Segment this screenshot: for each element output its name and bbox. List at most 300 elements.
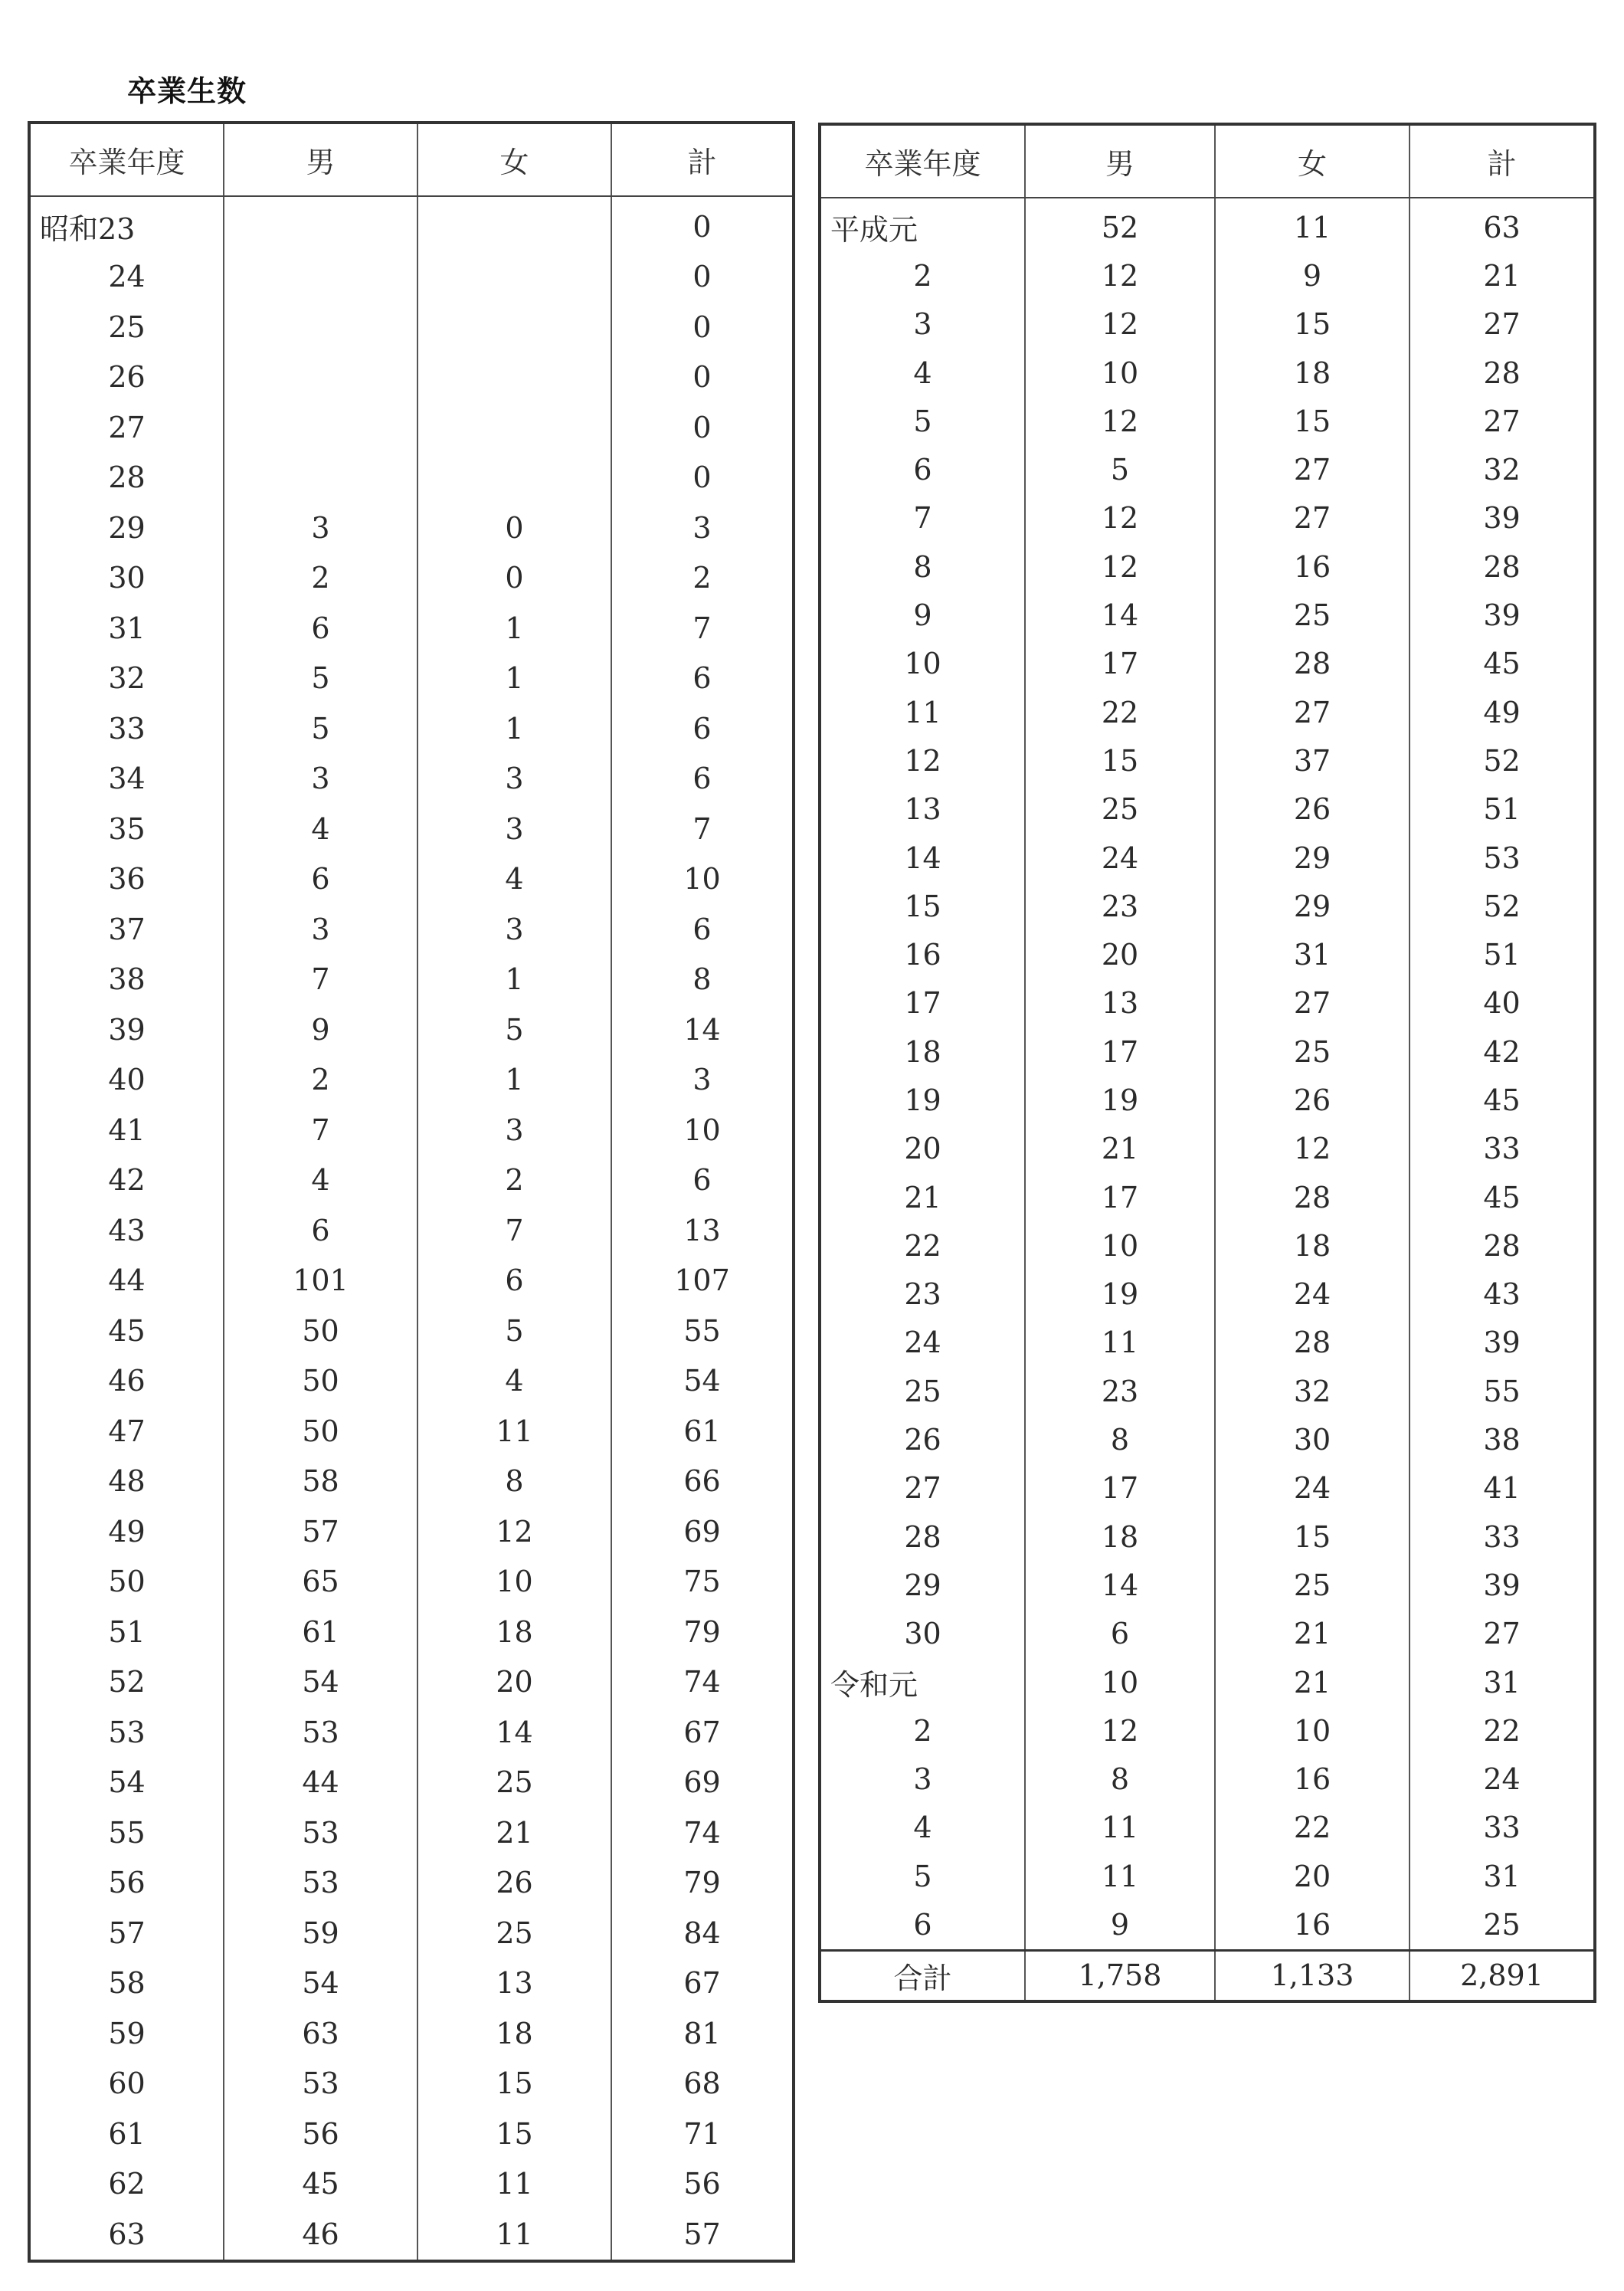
table-row bbox=[29, 754, 794, 805]
cell-year: 29 bbox=[820, 1561, 1025, 1609]
header-male: 男 bbox=[224, 123, 417, 196]
cell-total: 0 bbox=[611, 252, 794, 303]
table-row bbox=[29, 804, 794, 854]
cell-female: 13 bbox=[417, 1958, 611, 2009]
table-row bbox=[29, 1356, 794, 1407]
cell-total: 10 bbox=[611, 1105, 794, 1155]
cell-male: 10 bbox=[1025, 349, 1215, 397]
cell-male: 12 bbox=[1025, 251, 1215, 300]
cell-total: 55 bbox=[611, 1306, 794, 1356]
total-male: 1,758 bbox=[1025, 1950, 1215, 2001]
cell-male: 5 bbox=[1025, 445, 1215, 493]
table-row bbox=[29, 2159, 794, 2210]
cell-total: 6 bbox=[611, 754, 794, 805]
cell-male: 54 bbox=[224, 1657, 417, 1708]
cell-year: 42 bbox=[29, 1155, 224, 1206]
cell-male: 50 bbox=[224, 1356, 417, 1407]
cell-year: 6 bbox=[820, 1900, 1025, 1950]
cell-female: 26 bbox=[417, 1858, 611, 1909]
cell-total: 79 bbox=[611, 1607, 794, 1657]
table-row bbox=[29, 703, 794, 754]
cell-male: 53 bbox=[224, 2059, 417, 2109]
cell-female: 5 bbox=[417, 1306, 611, 1356]
table-header-row bbox=[29, 123, 794, 196]
cell-male: 54 bbox=[224, 1958, 417, 2009]
cell-female bbox=[417, 302, 611, 352]
cell-male: 6 bbox=[224, 1205, 417, 1256]
cell-female: 28 bbox=[1215, 1173, 1410, 1221]
cell-male: 53 bbox=[224, 1707, 417, 1758]
cell-male: 59 bbox=[224, 1908, 417, 1958]
page-title: 卒業生数 bbox=[127, 74, 247, 108]
table-row bbox=[820, 1610, 1595, 1658]
cell-female: 14 bbox=[417, 1707, 611, 1758]
cell-male: 17 bbox=[1025, 1028, 1215, 1076]
cell-year: 58 bbox=[29, 1958, 224, 2009]
cell-female: 6 bbox=[417, 1256, 611, 1306]
cell-male: 8 bbox=[1025, 1755, 1215, 1804]
cell-year: 30 bbox=[820, 1610, 1025, 1658]
cell-year: 24 bbox=[820, 1319, 1025, 1367]
cell-male: 45 bbox=[224, 2159, 417, 2210]
cell-male: 56 bbox=[224, 2109, 417, 2159]
table-row bbox=[820, 1221, 1595, 1270]
cell-female: 4 bbox=[417, 854, 611, 905]
cell-female: 10 bbox=[1215, 1706, 1410, 1755]
cell-male: 18 bbox=[1025, 1513, 1215, 1561]
table-row bbox=[820, 688, 1595, 736]
cell-male: 50 bbox=[224, 1306, 417, 1356]
table-row bbox=[820, 1464, 1595, 1513]
cell-year: 27 bbox=[29, 402, 224, 453]
cell-total: 38 bbox=[1410, 1415, 1595, 1463]
cell-female: 9 bbox=[1215, 251, 1410, 300]
cell-year: 19 bbox=[820, 1076, 1025, 1124]
cell-year: 5 bbox=[820, 397, 1025, 445]
cell-male: 53 bbox=[224, 1858, 417, 1909]
cell-male bbox=[224, 302, 417, 352]
cell-total: 33 bbox=[1410, 1804, 1595, 1852]
cell-year: 41 bbox=[29, 1105, 224, 1155]
cell-male: 14 bbox=[1025, 1561, 1215, 1609]
cell-total: 39 bbox=[1410, 494, 1595, 542]
cell-total: 51 bbox=[1410, 785, 1595, 834]
cell-year: 38 bbox=[29, 955, 224, 1005]
table-row bbox=[29, 453, 794, 503]
cell-total: 39 bbox=[1410, 591, 1595, 639]
cell-male: 23 bbox=[1025, 1367, 1215, 1415]
cell-year: 16 bbox=[820, 930, 1025, 978]
graduates-table-left bbox=[28, 121, 795, 2263]
cell-total: 25 bbox=[1410, 1900, 1595, 1950]
cell-male: 23 bbox=[1025, 882, 1215, 930]
header-total: 計 bbox=[1410, 124, 1595, 198]
cell-female: 27 bbox=[1215, 445, 1410, 493]
cell-year: 昭和23 bbox=[29, 196, 224, 252]
cell-female: 11 bbox=[1215, 198, 1410, 251]
cell-male: 25 bbox=[1025, 785, 1215, 834]
cell-total: 27 bbox=[1410, 1610, 1595, 1658]
cell-total: 10 bbox=[611, 854, 794, 905]
cell-year: 29 bbox=[29, 503, 224, 553]
graduates-table-right bbox=[818, 123, 1596, 2003]
cell-male: 50 bbox=[224, 1406, 417, 1457]
table-row bbox=[820, 198, 1595, 251]
cell-female: 8 bbox=[417, 1457, 611, 1507]
cell-total: 63 bbox=[1410, 198, 1595, 251]
cell-female: 15 bbox=[1215, 397, 1410, 445]
cell-total: 54 bbox=[611, 1356, 794, 1407]
cell-year: 4 bbox=[820, 349, 1025, 397]
cell-male: 3 bbox=[224, 754, 417, 805]
cell-total: 42 bbox=[1410, 1028, 1595, 1076]
cell-total: 27 bbox=[1410, 397, 1595, 445]
header-female: 女 bbox=[417, 123, 611, 196]
cell-female: 20 bbox=[1215, 1852, 1410, 1900]
cell-year: 33 bbox=[29, 703, 224, 754]
cell-male: 61 bbox=[224, 1607, 417, 1657]
cell-male: 12 bbox=[1025, 542, 1215, 591]
table-row bbox=[820, 349, 1595, 397]
cell-male: 2 bbox=[224, 553, 417, 604]
cell-year: 25 bbox=[29, 302, 224, 352]
cell-total: 28 bbox=[1410, 1221, 1595, 1270]
cell-total: 81 bbox=[611, 2008, 794, 2059]
cell-female: 25 bbox=[1215, 1561, 1410, 1609]
table-row bbox=[29, 553, 794, 604]
table-row bbox=[29, 1205, 794, 1256]
cell-year: 13 bbox=[820, 785, 1025, 834]
cell-female: 12 bbox=[1215, 1125, 1410, 1173]
cell-female: 18 bbox=[417, 2008, 611, 2059]
cell-female: 18 bbox=[1215, 1221, 1410, 1270]
cell-male: 17 bbox=[1025, 640, 1215, 688]
total-label: 合計 bbox=[820, 1950, 1025, 2001]
cell-male bbox=[224, 252, 417, 303]
table-row bbox=[820, 1415, 1595, 1463]
cell-total: 6 bbox=[611, 1155, 794, 1206]
cell-year: 23 bbox=[820, 1270, 1025, 1319]
table-row bbox=[29, 1707, 794, 1758]
cell-total: 3 bbox=[611, 503, 794, 553]
table-row bbox=[820, 1900, 1595, 1950]
cell-total: 43 bbox=[1410, 1270, 1595, 1319]
cell-total: 7 bbox=[611, 603, 794, 654]
cell-male: 10 bbox=[1025, 1658, 1215, 1706]
cell-year: 61 bbox=[29, 2109, 224, 2159]
cell-female: 25 bbox=[417, 1908, 611, 1958]
cell-female: 15 bbox=[417, 2109, 611, 2159]
cell-male: 11 bbox=[1025, 1852, 1215, 1900]
cell-total: 53 bbox=[1410, 834, 1595, 882]
table-row bbox=[29, 603, 794, 654]
cell-total: 49 bbox=[1410, 688, 1595, 736]
cell-total: 68 bbox=[611, 2059, 794, 2109]
cell-total: 69 bbox=[611, 1506, 794, 1557]
cell-male: 9 bbox=[224, 1005, 417, 1055]
table-row bbox=[820, 300, 1595, 349]
table-row bbox=[29, 196, 794, 252]
cell-female: 18 bbox=[1215, 349, 1410, 397]
table-header-row bbox=[820, 124, 1595, 198]
cell-total: 66 bbox=[611, 1457, 794, 1507]
cell-male: 3 bbox=[224, 904, 417, 955]
cell-male: 20 bbox=[1025, 930, 1215, 978]
cell-male: 19 bbox=[1025, 1270, 1215, 1319]
cell-total: 6 bbox=[611, 904, 794, 955]
table-row bbox=[820, 494, 1595, 542]
cell-male bbox=[224, 196, 417, 252]
cell-male: 12 bbox=[1025, 300, 1215, 349]
cell-female: 2 bbox=[417, 1155, 611, 1206]
table-row bbox=[29, 1908, 794, 1958]
cell-year: 26 bbox=[820, 1415, 1025, 1463]
cell-year: 12 bbox=[820, 736, 1025, 785]
table-row bbox=[29, 2008, 794, 2059]
cell-year: 17 bbox=[820, 979, 1025, 1028]
cell-total: 0 bbox=[611, 302, 794, 352]
cell-year: 44 bbox=[29, 1256, 224, 1306]
total-row bbox=[820, 1950, 1595, 2001]
table-row bbox=[820, 1270, 1595, 1319]
cell-total: 0 bbox=[611, 196, 794, 252]
table-row bbox=[29, 2109, 794, 2159]
cell-male: 52 bbox=[1025, 198, 1215, 251]
table-row bbox=[29, 1457, 794, 1507]
cell-total: 31 bbox=[1410, 1852, 1595, 1900]
cell-total: 40 bbox=[1410, 979, 1595, 1028]
cell-year: 25 bbox=[820, 1367, 1025, 1415]
cell-female: 21 bbox=[417, 1808, 611, 1858]
cell-total: 45 bbox=[1410, 640, 1595, 688]
cell-year: 50 bbox=[29, 1557, 224, 1608]
cell-male: 12 bbox=[1025, 1706, 1215, 1755]
cell-male: 7 bbox=[224, 1105, 417, 1155]
table-row bbox=[820, 1706, 1595, 1755]
cell-female: 25 bbox=[1215, 591, 1410, 639]
cell-male: 24 bbox=[1025, 834, 1215, 882]
cell-female: 5 bbox=[417, 1005, 611, 1055]
cell-total: 32 bbox=[1410, 445, 1595, 493]
cell-male: 11 bbox=[1025, 1319, 1215, 1367]
table-row bbox=[29, 1657, 794, 1708]
cell-female: 10 bbox=[417, 1557, 611, 1608]
cell-total: 84 bbox=[611, 1908, 794, 1958]
table-row bbox=[29, 1808, 794, 1858]
cell-year: 49 bbox=[29, 1506, 224, 1557]
table-row bbox=[29, 1758, 794, 1808]
cell-male: 6 bbox=[1025, 1610, 1215, 1658]
cell-total: 55 bbox=[1410, 1367, 1595, 1415]
table-row bbox=[820, 1125, 1595, 1173]
cell-male: 21 bbox=[1025, 1125, 1215, 1173]
cell-male: 53 bbox=[224, 1808, 417, 1858]
cell-female: 27 bbox=[1215, 688, 1410, 736]
cell-total: 0 bbox=[611, 453, 794, 503]
cell-year: 10 bbox=[820, 640, 1025, 688]
table-row bbox=[820, 251, 1595, 300]
cell-female: 1 bbox=[417, 703, 611, 754]
table-row bbox=[29, 1155, 794, 1206]
table-row bbox=[29, 1506, 794, 1557]
table-row bbox=[29, 1607, 794, 1657]
cell-year: 60 bbox=[29, 2059, 224, 2109]
cell-total: 33 bbox=[1410, 1125, 1595, 1173]
cell-female: 27 bbox=[1215, 979, 1410, 1028]
cell-year: 52 bbox=[29, 1657, 224, 1708]
cell-male: 44 bbox=[224, 1758, 417, 1808]
cell-year: 57 bbox=[29, 1908, 224, 1958]
table-row bbox=[820, 930, 1595, 978]
cell-total: 51 bbox=[1410, 930, 1595, 978]
cell-female: 37 bbox=[1215, 736, 1410, 785]
cell-total: 39 bbox=[1410, 1561, 1595, 1609]
cell-female: 32 bbox=[1215, 1367, 1410, 1415]
cell-male: 6 bbox=[224, 603, 417, 654]
cell-total: 69 bbox=[611, 1758, 794, 1808]
cell-year: 54 bbox=[29, 1758, 224, 1808]
cell-female: 15 bbox=[1215, 1513, 1410, 1561]
cell-total: 0 bbox=[611, 402, 794, 453]
cell-year: 34 bbox=[29, 754, 224, 805]
cell-male: 11 bbox=[1025, 1804, 1215, 1852]
table-row bbox=[820, 834, 1595, 882]
cell-female bbox=[417, 402, 611, 453]
cell-total: 61 bbox=[611, 1406, 794, 1457]
cell-year: 62 bbox=[29, 2159, 224, 2210]
cell-year: 56 bbox=[29, 1858, 224, 1909]
cell-male: 6 bbox=[224, 854, 417, 905]
cell-male: 65 bbox=[224, 1557, 417, 1608]
cell-female: 1 bbox=[417, 1055, 611, 1106]
cell-male bbox=[224, 453, 417, 503]
cell-year: 40 bbox=[29, 1055, 224, 1106]
cell-year: 47 bbox=[29, 1406, 224, 1457]
cell-male bbox=[224, 352, 417, 403]
cell-male: 5 bbox=[224, 654, 417, 704]
cell-year: 3 bbox=[820, 300, 1025, 349]
cell-male: 12 bbox=[1025, 494, 1215, 542]
cell-male: 63 bbox=[224, 2008, 417, 2059]
cell-total: 56 bbox=[611, 2159, 794, 2210]
cell-female: 3 bbox=[417, 904, 611, 955]
cell-female: 20 bbox=[417, 1657, 611, 1708]
cell-female: 18 bbox=[417, 1607, 611, 1657]
cell-female: 29 bbox=[1215, 834, 1410, 882]
cell-total: 52 bbox=[1410, 882, 1595, 930]
table-row bbox=[29, 252, 794, 303]
cell-female: 11 bbox=[417, 2209, 611, 2261]
cell-year: 3 bbox=[820, 1755, 1025, 1804]
cell-year: 36 bbox=[29, 854, 224, 905]
cell-year: 28 bbox=[820, 1513, 1025, 1561]
cell-male: 9 bbox=[1025, 1900, 1215, 1950]
cell-female: 16 bbox=[1215, 1900, 1410, 1950]
cell-total: 2 bbox=[611, 553, 794, 604]
cell-female: 1 bbox=[417, 955, 611, 1005]
cell-total: 6 bbox=[611, 654, 794, 704]
cell-year: 30 bbox=[29, 553, 224, 604]
cell-total: 107 bbox=[611, 1256, 794, 1306]
cell-total: 45 bbox=[1410, 1173, 1595, 1221]
cell-year: 55 bbox=[29, 1808, 224, 1858]
cell-female: 1 bbox=[417, 603, 611, 654]
cell-male: 19 bbox=[1025, 1076, 1215, 1124]
cell-year: 24 bbox=[29, 252, 224, 303]
cell-female: 3 bbox=[417, 1105, 611, 1155]
cell-male: 22 bbox=[1025, 688, 1215, 736]
cell-year: 48 bbox=[29, 1457, 224, 1507]
header-year: 卒業年度 bbox=[29, 123, 224, 196]
cell-female: 4 bbox=[417, 1356, 611, 1407]
cell-female: 12 bbox=[417, 1506, 611, 1557]
cell-female: 1 bbox=[417, 654, 611, 704]
cell-female bbox=[417, 453, 611, 503]
table-row bbox=[820, 640, 1595, 688]
cell-male: 4 bbox=[224, 1155, 417, 1206]
total-female: 1,133 bbox=[1215, 1950, 1410, 2001]
header-year: 卒業年度 bbox=[820, 124, 1025, 198]
cell-year: 令和元 bbox=[820, 1658, 1025, 1706]
table-row bbox=[29, 1055, 794, 1106]
table-row bbox=[820, 1173, 1595, 1221]
cell-female: 31 bbox=[1215, 930, 1410, 978]
cell-year: 平成元 bbox=[820, 198, 1025, 251]
table-row bbox=[29, 854, 794, 905]
cell-male: 2 bbox=[224, 1055, 417, 1106]
cell-male: 17 bbox=[1025, 1464, 1215, 1513]
cell-year: 20 bbox=[820, 1125, 1025, 1173]
cell-female: 16 bbox=[1215, 542, 1410, 591]
cell-male: 101 bbox=[224, 1256, 417, 1306]
cell-year: 51 bbox=[29, 1607, 224, 1657]
header-total: 計 bbox=[611, 123, 794, 196]
table-row bbox=[29, 503, 794, 553]
table-row bbox=[29, 352, 794, 403]
cell-year: 2 bbox=[820, 1706, 1025, 1755]
table-row bbox=[29, 1005, 794, 1055]
table-row bbox=[29, 1306, 794, 1356]
cell-year: 43 bbox=[29, 1205, 224, 1256]
cell-female: 15 bbox=[417, 2059, 611, 2109]
table-row bbox=[820, 542, 1595, 591]
cell-total: 24 bbox=[1410, 1755, 1595, 1804]
cell-year: 53 bbox=[29, 1707, 224, 1758]
cell-male: 58 bbox=[224, 1457, 417, 1507]
cell-total: 6 bbox=[611, 703, 794, 754]
cell-year: 63 bbox=[29, 2209, 224, 2261]
cell-total: 71 bbox=[611, 2109, 794, 2159]
table-row bbox=[820, 785, 1595, 834]
cell-female: 22 bbox=[1215, 1804, 1410, 1852]
table-row bbox=[29, 1256, 794, 1306]
table-row bbox=[820, 397, 1595, 445]
cell-female bbox=[417, 252, 611, 303]
table-row bbox=[820, 1561, 1595, 1609]
cell-year: 11 bbox=[820, 688, 1025, 736]
table-row bbox=[29, 1406, 794, 1457]
cell-year: 39 bbox=[29, 1005, 224, 1055]
table-row bbox=[820, 591, 1595, 639]
cell-year: 6 bbox=[820, 445, 1025, 493]
table-row bbox=[820, 445, 1595, 493]
table-row bbox=[820, 1658, 1595, 1706]
cell-year: 14 bbox=[820, 834, 1025, 882]
header-male: 男 bbox=[1025, 124, 1215, 198]
table-row bbox=[820, 882, 1595, 930]
cell-female: 28 bbox=[1215, 1319, 1410, 1367]
cell-total: 41 bbox=[1410, 1464, 1595, 1513]
